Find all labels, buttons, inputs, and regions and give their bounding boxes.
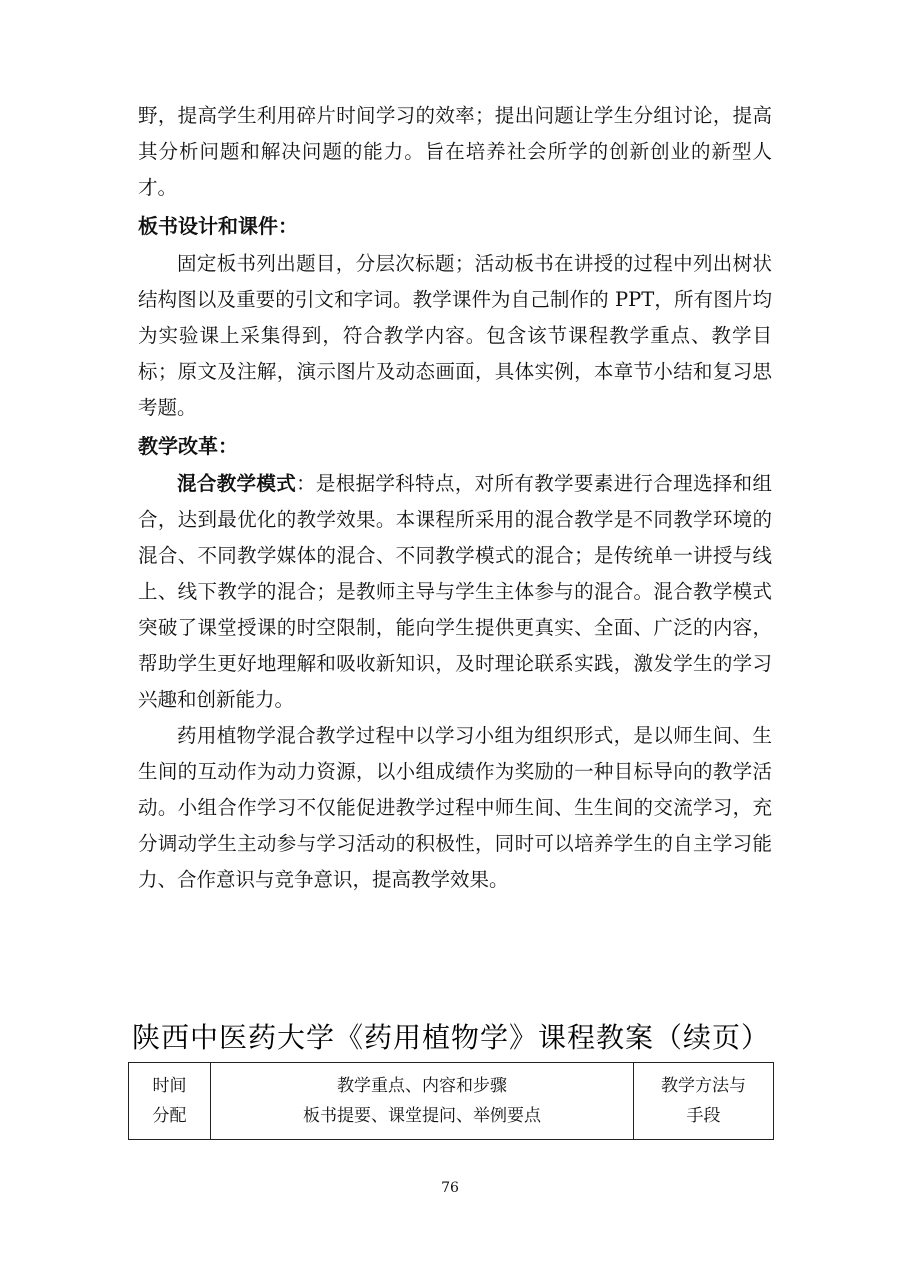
heading-teaching-reform: 教学改革： bbox=[138, 434, 238, 458]
body-text bbox=[138, 98, 772, 898]
continuation-header-table bbox=[128, 1062, 774, 1140]
col-time-line1: 时间 bbox=[152, 1076, 187, 1096]
col-teaching-content bbox=[211, 1063, 634, 1140]
col-method-line1: 教学方法与 bbox=[661, 1076, 746, 1096]
paragraph-study-groups: 药用植物学混合教学过程中以学习小组为组织形式，是以师生间、生生间的互动作为动力资源，以小组成绩作为奖励的一种目标导向的教学活动。小组合作学习不仅能促进教学过程中师生间、生生间的交流学习，充分调动学生主动参与学习活动的积极性，同时可以培养学生的自主学习能力、合作意识与竞争意识，提高教学效果。 bbox=[138, 724, 772, 891]
col-teaching-method bbox=[634, 1063, 774, 1140]
col-time-allocation bbox=[129, 1063, 211, 1140]
table-row bbox=[129, 1063, 774, 1140]
page-number: 76 bbox=[441, 1180, 459, 1196]
paragraph-blended-teaching bbox=[138, 466, 772, 718]
blended-teaching-lead: 混合教学模式 bbox=[177, 472, 297, 495]
blended-teaching-text: ：是根据学科特点，对所有教学要素进行合理选择和组合，达到最优化的教学效果。本课程所采用的混合教学是不同教学环境的混合、不同教学媒体的混合、不同教学模式的混合；是传统单一讲授与线上、线下教学的混合；是教师主导与学生主体参与的混合。混合教学模式突破了课堂授课的时空限制，能向学生提供更真实、全面、广泛的内容，帮助学生更好地理解和吸收新知识，及时理论联系实践，激发学生的学习兴趣和创新能力。 bbox=[138, 472, 772, 711]
col-content-line2: 板书提要、课堂提问、举例要点 bbox=[303, 1106, 541, 1126]
col-time-line2: 分配 bbox=[152, 1106, 187, 1126]
paragraph-board-design: 固定板书列出题目，分层次标题；活动板书在讲授的过程中列出树状结构图以及重要的引文和字词。教学课件为自己制作的 PPT，所有图片均为实验课上采集得到，符合教学内容。包含该节课程教学重点、教学目标；原文及注解，演示图片及动态画面，具体实例，本章节小结和复习思考题。 bbox=[138, 252, 772, 419]
continuation-title: 陕西中医药大学《药用植物学》课程教案（续页） bbox=[131, 1021, 770, 1054]
paragraph-continued: 野，提高学生利用碎片时间学习的效率；提出问题让学生分组讨论，提高其分析问题和解决问题的能力。旨在培养社会所学的创新创业的新型人才。 bbox=[138, 104, 772, 199]
col-content-line1: 教学重点、内容和步骤 bbox=[337, 1076, 507, 1096]
heading-board-design: 板书设计和课件： bbox=[138, 214, 298, 238]
col-method-line2: 手段 bbox=[686, 1106, 721, 1126]
